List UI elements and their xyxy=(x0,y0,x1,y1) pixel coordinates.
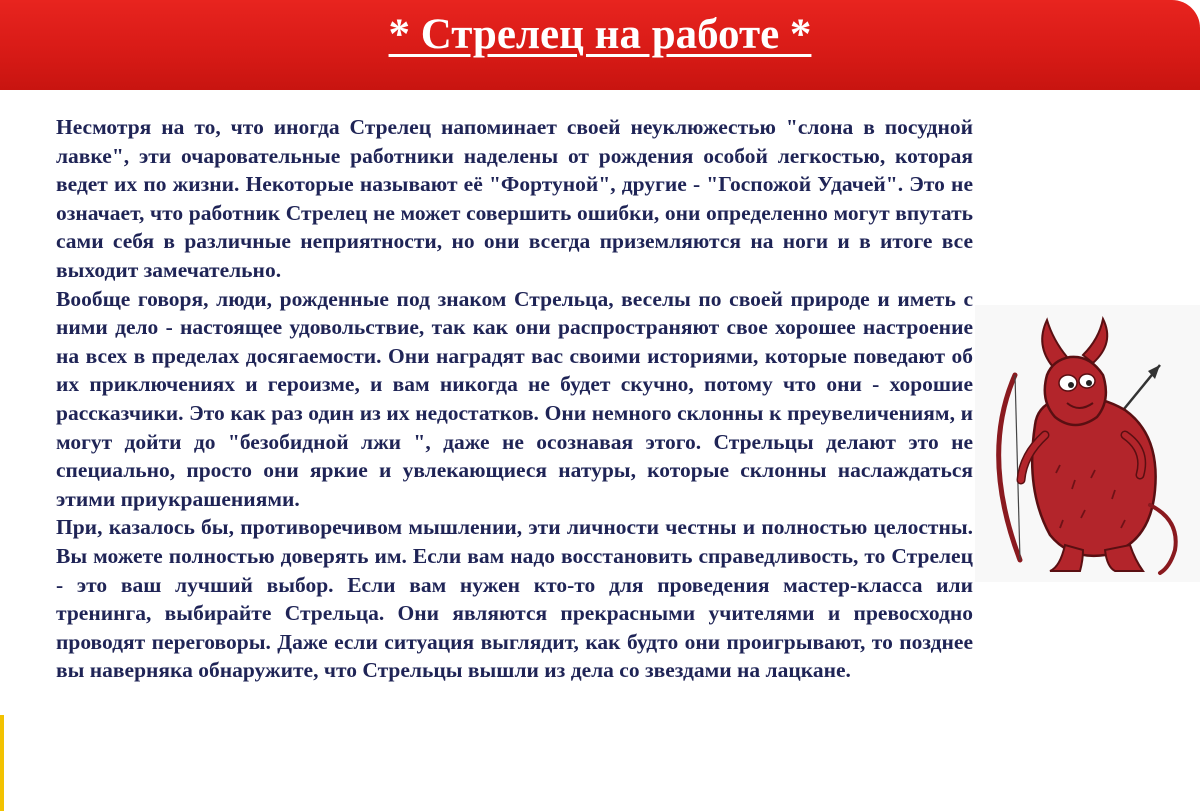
page-title: * Стрелец на работе * xyxy=(388,11,812,58)
horned-archer-creature-icon xyxy=(975,305,1200,582)
paragraph-1: Несмотря на то, что иногда Стрелец напоминает своей неуклюжестью "слона в посудной лавке", эти очаровательные работники наделены от рождения особой легкостью, которая ведет их по жизни. Некоторые называют её "Фортуной", другие - "Госпожой Удачей". Это не означает, что работник Стрелец не может совершить ошибки, они определенно могут впутать сами себя в различные неприятности, но они всегда приземляются на ноги и в итоге все выходит замечательно. xyxy=(56,115,973,282)
left-accent-bar xyxy=(0,715,4,811)
article-body xyxy=(56,113,973,685)
paragraph-3: При, казалось бы, противоречивом мышлении, эти личности честны и полностью целостны. Вы можете полностью доверять им. Если вам надо восстановить справедливость, то Стрелец - это ваш лучший выбор. Если вам нужен кто-то для проведения мастер-класса или тренинга, выбирайте Стрельца. Они являются прекрасными учителями и превосходно проводят переговоры. Даже если ситуация выглядит, как будто они проигрывают, то позднее вы наверняка обнаружите, что Стрельцы вышли из дела со звездами на лацкане. xyxy=(56,515,973,683)
header-banner xyxy=(0,0,1200,90)
sagittarius-illustration xyxy=(975,305,1200,582)
paragraph-2: Вообще говоря, люди, рожденные под знаком Стрельца, веселы по своей природе и иметь с ними дело - настоящее удовольствие, так как они распространяют свое хорошее настроение на всех в пределах досягаемости. Они наградят вас своими историями, которые поведают об их приключениях и героизме, и вам никогда не будет скучно, потому что они - хорошие рассказчики. Это как раз один из их недостатков. Они немного склонны к преувеличениям, и могут дойти до "безобидной лжи ", даже не осознавая этого. Стрельцы делают это не специально, просто они яркие и увлекающиеся натуры, которые склонны наслаждаться этими приукрашениями. xyxy=(56,286,973,511)
